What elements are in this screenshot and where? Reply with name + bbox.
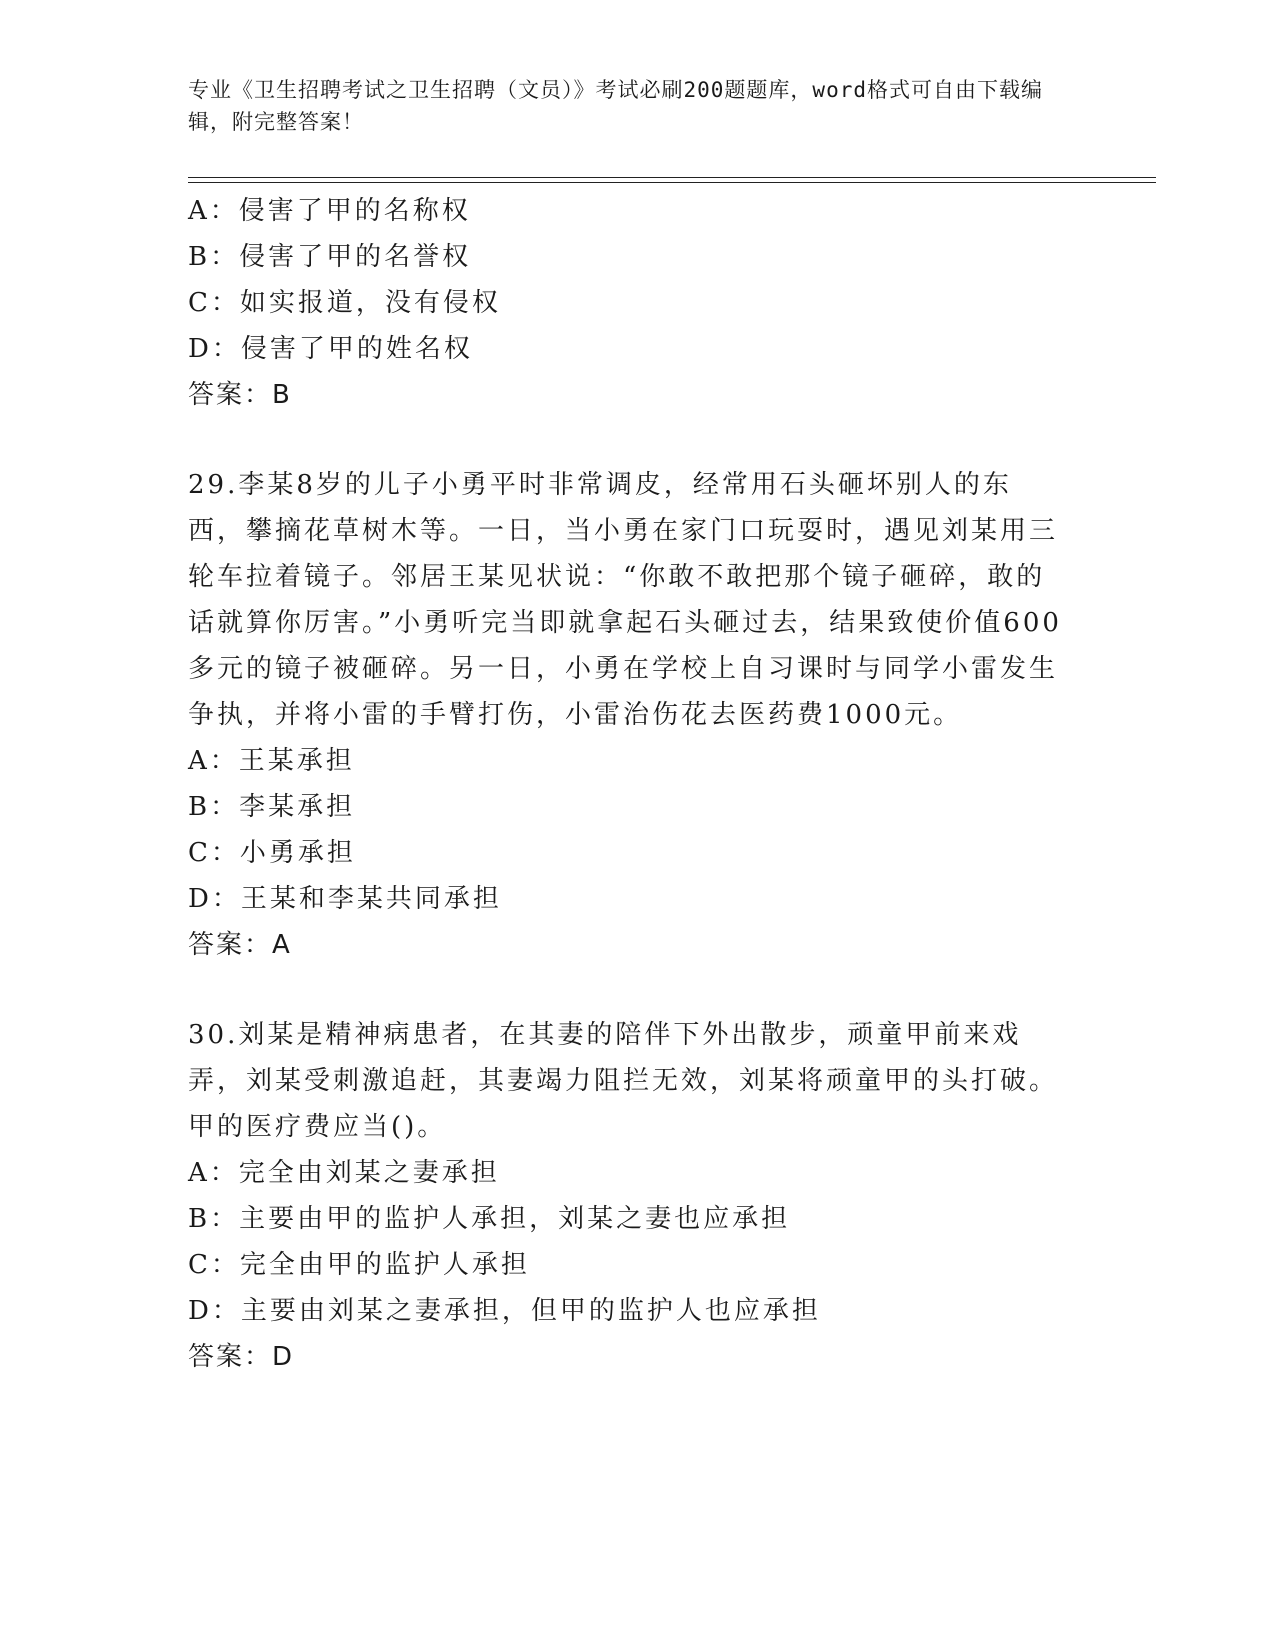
- document-header: 专业《卫生招聘考试之卫生招聘（文员）》考试必刷200题题库，word格式可自由下载编辑，附完整答案！: [188, 78, 1043, 134]
- header-divider-bottom: [188, 182, 1156, 183]
- option-c: C：完全由甲的监护人承担: [188, 1250, 530, 1280]
- option-a: A：王某承担: [188, 746, 355, 776]
- option-d: D：主要由刘某之妻承担，但甲的监护人也应承担: [188, 1296, 821, 1326]
- option-c: C：小勇承担: [188, 838, 356, 868]
- option-d: D：王某和李某共同承担: [188, 884, 502, 914]
- option-a: A：完全由刘某之妻承担: [188, 1158, 500, 1188]
- spacer: [188, 968, 1088, 1012]
- option-d: D：侵害了甲的姓名权: [188, 334, 473, 364]
- previous-question-block: [188, 188, 1088, 418]
- document-body: [188, 188, 1088, 1380]
- option-b: B：主要由甲的监护人承担，刘某之妻也应承担: [188, 1204, 791, 1234]
- question-30-block: [188, 1012, 1088, 1380]
- option-c: C：如实报道，没有侵权: [188, 288, 501, 318]
- option-b: B：李某承担: [188, 792, 356, 822]
- option-a: A：侵害了甲的名称权: [188, 196, 471, 226]
- question-29-text: 29.李某8岁的儿子小勇平时非常调皮，经常用石头砸坏别人的东西，攀摘花草树木等。一日，当小勇在家门口玩耍时，遇见刘某用三轮车拉着镜子。邻居王某见状说：“你敢不敢把那个镜子砸碎，敢的话就算你厉害。”小勇听完当即就拿起石头砸过去，结果致使价值600多元的镜子被砸碎。另一日，小勇在学校上自习课时与同学小雷发生争执，并将小雷的手臂打伤，小雷治伤花去医药费1000元。: [188, 470, 1062, 730]
- answer-line: 答案：D: [188, 1342, 295, 1372]
- spacer: [188, 418, 1088, 462]
- question-30-text: 30.刘某是精神病患者，在其妻的陪伴下外出散步，顽童甲前来戏弄，刘某受刺激追赶，其妻竭力阻拦无效，刘某将顽童甲的头打破。甲的医疗费应当()。: [188, 1020, 1059, 1142]
- header-divider-top: [188, 177, 1156, 178]
- answer-line: 答案：B: [188, 380, 292, 410]
- answer-line: 答案：A: [188, 930, 292, 960]
- question-29-block: [188, 462, 1088, 968]
- option-b: B：侵害了甲的名誉权: [188, 242, 472, 272]
